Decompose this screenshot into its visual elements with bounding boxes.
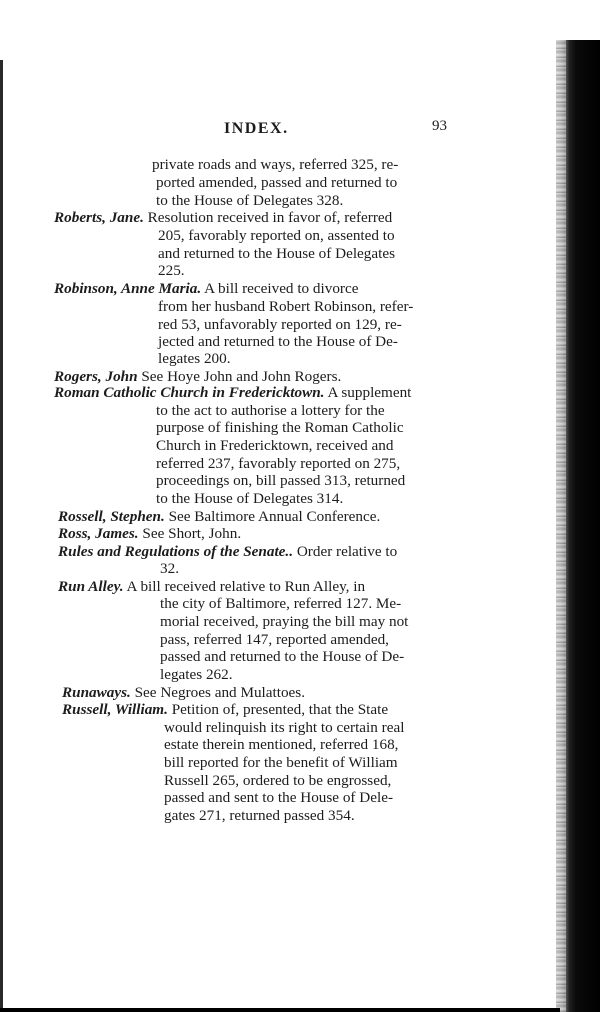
index-line: referred 237, favorably reported on 275, [156,455,401,472]
index-line: estate therein mentioned, referred 168, [164,736,399,753]
index-entry-ross [58,525,241,543]
index-line: A bill received relative to Run Alley, in [126,578,366,595]
index-line: would relinquish its right to certain real [164,719,405,736]
index-entry-roman-catholic [54,384,411,402]
index-line: and returned to the House of Delegates [158,245,396,262]
index-entry-runaways [62,684,305,702]
index-line: bill reported for the benefit of William [164,754,398,771]
index-line: legates 200. [158,350,231,367]
index-line: the city of Baltimore, referred 127. Me- [160,595,402,612]
page-number: 93 [432,118,447,134]
index-line: from her husband Robert Robinson, refer- [158,298,414,315]
index-line: purpose of finishing the Roman Catholic [156,419,404,436]
page-left-edge [0,60,3,1012]
index-term: Runaways. [62,684,131,701]
index-line: 32. [160,560,179,577]
index-line: See Negroes and Mulattoes. [134,684,305,701]
index-line: A supplement [327,384,412,401]
index-line: red 53, unfavorably reported on 129, re- [158,316,402,333]
index-term: Roberts, Jane. [54,209,144,226]
index-term: Robinson, Anne Maria. [54,280,202,297]
index-entry-rogers [54,368,341,386]
index-term: Run Alley. [58,578,124,595]
index-line: ported amended, passed and returned to [156,174,398,191]
index-line: Order relative to [296,543,398,560]
index-term: Rules and Regulations of the Senate.. [58,543,294,560]
index-line: pass, referred 147, reported amended, [160,631,389,648]
index-entry-russell [62,701,388,719]
index-line: to the House of Delegates 328. [156,192,344,209]
index-line: to the House of Delegates 314. [156,490,344,507]
index-line: legates 262. [160,666,233,683]
index-line: Russell 265, ordered to be engrossed, [164,772,392,789]
index-line: 225. [158,262,185,279]
index-term: Roman Catholic Church in Fredericktown. [54,384,325,401]
book-spine-edge [556,40,600,1012]
index-line: 205, favorably reported on, assented to [158,227,395,244]
index-line: private roads and ways, referred 325, re- [152,156,399,173]
index-line: A bill received to divorce [204,280,359,297]
page-bottom-edge [0,1008,560,1012]
index-line: passed and sent to the House of Dele- [164,789,394,806]
index-term: Russell, William. [62,701,168,718]
index-line: Petition of, presented, that the State [171,701,389,718]
index-entry-robinson [54,280,358,298]
index-entry-roberts [54,209,392,227]
index-term: Rossell, Stephen. [58,508,165,525]
index-line: See Short, John. [142,525,242,542]
index-entry-run-alley [58,578,365,596]
index-line: See Baltimore Annual Conference. [168,508,381,525]
index-line: gates 271, returned passed 354. [164,807,355,824]
page-title: INDEX. [224,120,289,137]
index-line: See Hoye John and John Rogers. [141,368,342,385]
index-line: to the act to authorise a lottery for the [156,402,385,419]
index-line: passed and returned to the House of De- [160,648,405,665]
index-line: morial received, praying the bill may not [160,613,409,630]
index-term: Rogers, John [54,368,138,385]
index-line: Resolution received in favor of, referred [147,209,393,226]
index-line: Church in Fredericktown, received and [156,437,394,454]
index-entry-rossell [58,508,380,526]
index-line: jected and returned to the House of De- [158,333,398,350]
index-entry-rules [58,543,397,561]
index-line: proceedings on, bill passed 313, returned [156,472,406,489]
index-term: Ross, James. [58,525,139,542]
